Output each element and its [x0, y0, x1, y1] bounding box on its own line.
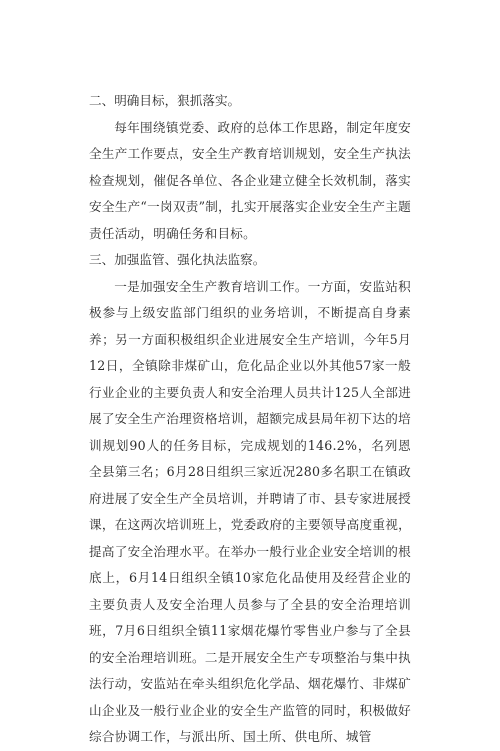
- section-2-heading: 二、明确目标，狠抓落实。: [89, 93, 241, 108]
- document-body: [89, 88, 411, 751]
- section-3-heading: 三、加强监管、强化执法监察。: [89, 252, 266, 267]
- section-3-paragraph: 一是加强安全生产教育培训工作。一方面，安监站积极参与上级安监部门组织的业务培训，不断提高自身素养；另一方面积极组织企业进展安全生产培训，今年5月12日，全镇除非煤矿山，危化品企业以外其他57家一般行业企业的主要负责人和安全治理人员共计125人全部进展了安全生产治理资格培训，超额完成县局年初下达的培训规划90人的任务目标，完成规划的146.2%，名列恩全县第三名；6月28日组织三家近况280多名职工在镇政府进展了安全生产全员培训，并聘请了市、县专家进展授课，在这两次培训班上，党委政府的主要领导高度重视，提高了安全治理水平。在举办一般行业企业安全培训的根底上，6月14日组织全镇10家危化品使用及经营企业的主要负责人及安全治理人员参与了全县的安全治理培训班，7月6日组织全镇11家烟花爆竹零售业户参与了全县的安全治理培训班。二是开展安全生产专项整治与集中执法行动，安监站在牵头组织危化学品、烟花爆竹、非煤矿山企业及一般行业企业的安全生产监管的同时，积极做好综合协调工作，与派出所、国土所、供电所、城管: [89, 278, 411, 744]
- section-2-paragraph: 每年围绕镇党委、政府的总体工作思路，制定年度安全生产工作要点，安全生产教育培训规划，安全生产执法检查规划，催促各单位、各企业建立健全长效机制，落实安全生产“一岗双责”制，扎实开展落实企业安全生产主题责任活动，明确任务和目标。: [89, 119, 411, 241]
